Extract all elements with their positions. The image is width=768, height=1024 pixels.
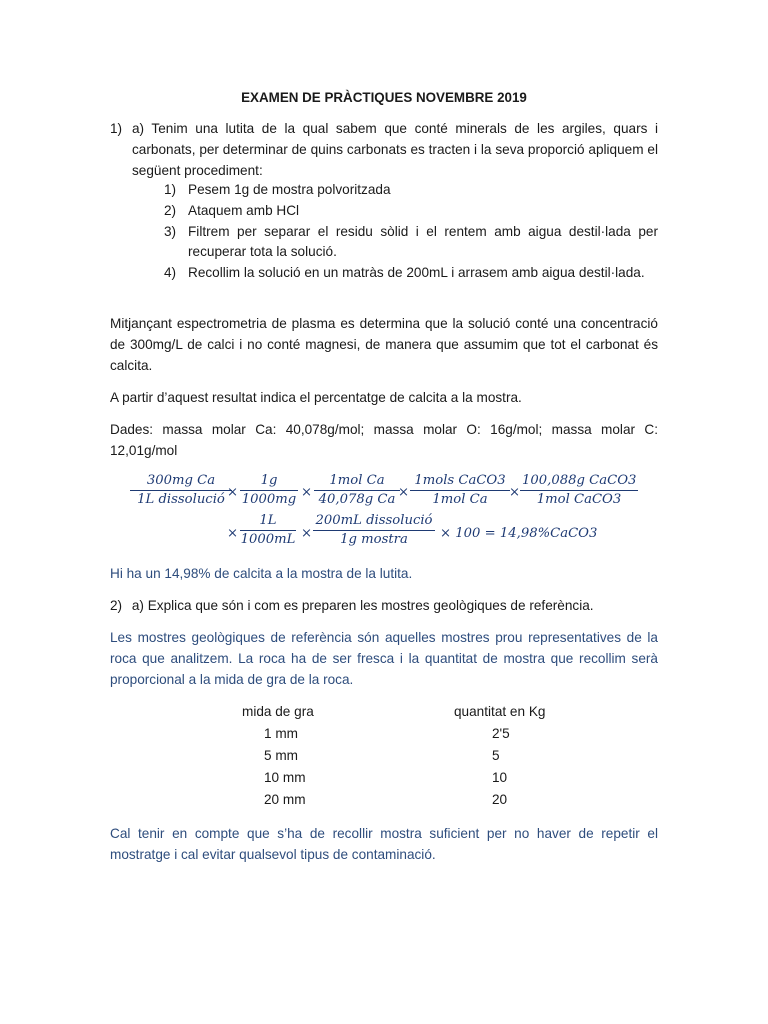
question-2 — [110, 596, 658, 617]
fraction: 200mL dissolució 1g mostra — [313, 512, 435, 549]
task-paragraph: A partir d’aquest resultat indica el percentatge de calcita a la mostra. — [110, 390, 522, 405]
question-1 — [110, 119, 658, 181]
grain-size-table — [242, 700, 642, 810]
answer-2a: Les mostres geològiques de referència són aquelles mostres prou representatives de la roca que analitzem. La roca ha de ser fresca i la quantitat de mostra que recollim serà proporcional a la mida de gra de la roca. — [110, 630, 658, 687]
table-row: 1 mm 2'5 — [264, 725, 510, 741]
table-row: 5 mm 5 — [264, 747, 500, 763]
question-2-number: 2) — [110, 598, 123, 613]
data-paragraph: Dades: massa molar Ca: 40,078g/mol; massa molar O: 16g/mol; massa molar C: 12,01g/mol — [110, 422, 658, 458]
fraction: 100,088g CaCO3 1mol CaCO3 — [522, 473, 637, 507]
answer-2b: Cal tenir en compte que s’ha de recollir mostra suficient per no haver de repetir el mostratge i cal evitar qualsevol tipus de contaminació. — [110, 826, 658, 862]
fraction: 300mg Ca 1L dissolució — [130, 472, 232, 509]
fraction: $\frac{1L}{1000mL}$ — [240, 513, 296, 547]
question-1-number: 1) — [110, 121, 123, 136]
list-item: 2) Ataquem amb HCl — [164, 202, 300, 218]
procedure-steps — [164, 180, 658, 284]
plasma-paragraph: Mitjançant espectrometria de plasma es determina que la solució conté una concentració de 300mg/L de calci i no conté magnesi, de manera que assumim que tot el carbonat és calcita. — [110, 316, 658, 373]
question-1-intro: a) Tenim una lutita de la qual sabem que conté minerals de les argiles, quars i carbonats, per determinar de quins carbonats es tracten i la seva proporció apliquem el següent procediment: — [132, 121, 658, 178]
calculation-equation: 300mg Ca 1L dissolució × $\frac{1g}{1000mg}$ × 1mol Ca 40,078g Ca × 1mols CaCO3 1mol Ca × 100,088g CaCO3 1mol CaCO3 × $\frac{1L}{1000mL}$ × 200mL dissolució 1g mostra × 100 = 14,98%CaCO3 — [110, 470, 658, 552]
page-title: EXAMEN DE PRÀCTIQUES NOVEMBRE 2019 — [241, 90, 527, 105]
fraction: 1mols CaCO3 1mol Ca — [410, 472, 510, 509]
answer-1: Hi ha un 14,98% de calcita a la mostra de la lutita. — [110, 566, 413, 581]
column-header: quantitat en Kg — [454, 703, 546, 719]
equation-result: × 100 = 14,98%CaCO3 — [440, 526, 598, 541]
table-header-row — [242, 700, 642, 722]
list-item: 1) Pesem 1g de mostra polvoritzada — [164, 182, 391, 197]
table-row: 10 mm 10 — [264, 769, 508, 785]
column-header: mida de gra — [242, 703, 314, 719]
table-row: 20 mm 20 — [264, 791, 508, 807]
question-2-intro: a) Explica que són i com es preparen les mostres geològiques de referència. — [131, 598, 594, 613]
fraction: $\frac{1g}{1000mg}$ — [241, 473, 297, 507]
list-item: 4) Recollim la solució en un matràs de 200mL i arrasem amb aigua destil·lada. — [164, 265, 645, 281]
list-item: 3) Filtrem per separar el residu sòlid i el rentem amb aigua destil·lada per recuperar tota la solució. — [164, 223, 658, 260]
fraction: 1mol Ca 40,078g Ca — [314, 472, 400, 509]
